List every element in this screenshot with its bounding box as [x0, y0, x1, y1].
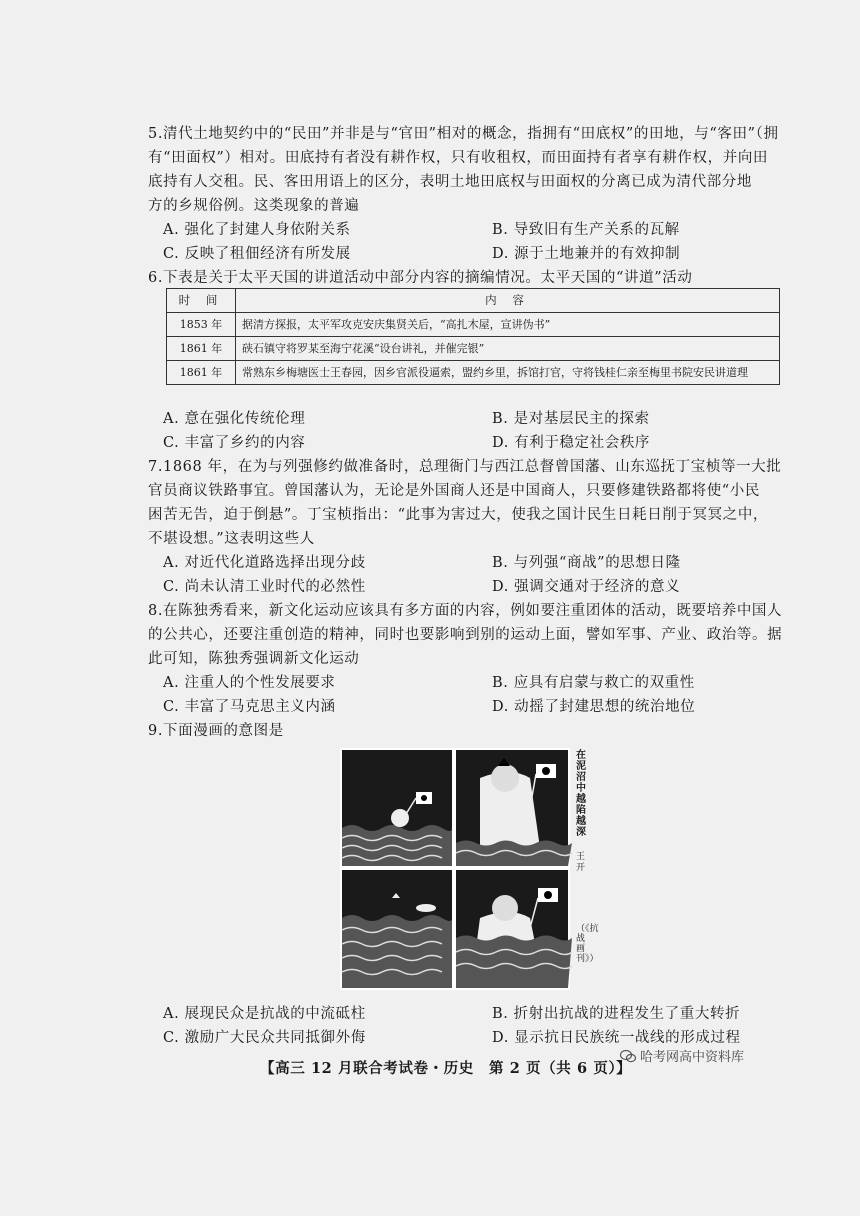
q8-option-d[interactable]: D. 动摇了封建思想的统治地位	[492, 699, 696, 715]
q7-line: 困苦无告，迫于倒悬”。丁宝桢指出：“此事为害过大，使我之国计民生日耗日削于冥冥之中，	[148, 507, 769, 523]
q5-line: 5.清代土地契约中的“民田”并非是与“官田”相对的概念，指拥有“田底权”的田地，与“客田”（拥	[148, 126, 779, 142]
q6-option-d[interactable]: D. 有利于稳定社会秩序	[492, 435, 651, 451]
q6-option-a[interactable]: A. 意在强化传统伦理	[163, 411, 306, 427]
watermark-text: 哈考网高中资料库	[640, 1050, 745, 1065]
q7-option-a[interactable]: A. 对近代化道路选择出现分歧	[163, 555, 366, 571]
table-header-row	[167, 289, 780, 313]
q6-option-b[interactable]: B. 是对基层民主的探索	[492, 411, 650, 427]
cartoon-panel-3	[342, 870, 452, 988]
table-row	[167, 337, 780, 361]
q9-option-d[interactable]: D. 显示抗日民族统一战线的形成过程	[492, 1030, 741, 1046]
q7-option-d[interactable]: D. 强调交通对于经济的意义	[492, 579, 681, 595]
q7-line: 7.1868 年，在为与列强修约做准备时，总理衙门与西江总督曾国藩、山东巡抚丁宝桢等一大批	[148, 459, 782, 475]
table-cell-content: 硖石镇守将罗某至海宁花溪“设台讲礼，并催完银”	[236, 337, 780, 361]
table-header-cell: 内 容	[236, 289, 780, 313]
table-cell-year: 1861 年	[167, 361, 236, 385]
q5-option-a[interactable]: A. 强化了封建人身依附关系	[163, 222, 351, 238]
table-cell-year: 1861 年	[167, 337, 236, 361]
page-footer: 【高三 12 月联合考试卷・历史 第 2 页（共 6 页）】	[260, 1060, 632, 1077]
q8-option-a[interactable]: A. 注重人的个性发展要求	[163, 675, 336, 691]
q9-option-b[interactable]: B. 折射出抗战的进程发生了重大转折	[492, 1006, 741, 1022]
cartoon-title: 在泥沼中越陷越深	[576, 750, 586, 838]
q6-table	[166, 288, 780, 385]
question-9-stem: 9.下面漫画的意图是	[148, 723, 284, 739]
q8-line: 此可知，陈独秀强调新文化运动	[148, 651, 360, 667]
q5-line: 底持有人交租。民、客田用语上的区分，表明土地田底权与田面权的分离已成为清代部分地	[148, 174, 752, 190]
cartoon-source: （《抗战画刊》）	[576, 924, 599, 964]
q9-option-c[interactable]: C. 激励广大民众共同抵御外侮	[163, 1030, 366, 1046]
cartoon-illustration	[340, 748, 600, 990]
table-row	[167, 361, 780, 385]
cartoon-figure	[340, 748, 600, 990]
q5-line: 方的乡规俗例。这类现象的普遍	[148, 198, 360, 214]
table-cell-year: 1853 年	[167, 313, 236, 337]
cartoon-panel-1	[342, 750, 452, 866]
q8-line: 8.在陈独秀看来，新文化运动应该具有多方面的内容，例如要注重团体的活动，既要培养中国人	[148, 603, 783, 619]
q5-option-d[interactable]: D. 源于土地兼并的有效抑制	[492, 246, 681, 262]
question-5-stem	[148, 122, 788, 218]
q6-option-c[interactable]: C. 丰富了乡约的内容	[163, 435, 306, 451]
q5-option-c[interactable]: C. 反映了租佃经济有所发展	[163, 246, 351, 262]
q8-line: 的公共心，还要注重创造的精神，同时也要影响到别的运动上面，譬如军事、产业、政治等。据	[148, 627, 783, 643]
table-cell-content: 据清方探报，太平军攻克安庆集贤关后，“高扎木屋，宣讲伪书”	[236, 313, 780, 337]
q7-line: 不堪设想。”这表明这些人	[148, 531, 315, 547]
question-7-stem	[148, 455, 788, 551]
cartoon-panel-2	[456, 750, 572, 866]
question-8-stem	[148, 599, 788, 671]
cartoon-author: 王开	[576, 852, 586, 873]
q5-option-b[interactable]: B. 导致旧有生产关系的瓦解	[492, 222, 680, 238]
table-cell-content: 常熟东乡梅塘医士王春园，因乡官派役逼索，盟约乡里，拆馆打官，守将钱桂仁亲至梅里书院安民讲道理	[236, 361, 780, 385]
q5-line: 有“田面权”）相对。田底持有者没有耕作权，只有收租权，而田面持有者享有耕作权，并向田	[148, 150, 769, 166]
q8-option-c[interactable]: C. 丰富了马克思主义内涵	[163, 699, 336, 715]
table-header-cell: 时 间	[167, 289, 236, 313]
table-row	[167, 313, 780, 337]
cartoon-panel-4	[456, 870, 572, 988]
q7-line: 官员商议铁路事宜。曾国藩认为，无论是外国商人还是中国商人，只要修建铁路都将使“小民	[148, 483, 761, 499]
watermark	[620, 1046, 744, 1065]
q8-option-b[interactable]: B. 应具有启蒙与救亡的双重性	[492, 675, 695, 691]
question-6-stem: 6.下表是关于太平天国的讲道活动中部分内容的摘编情况。太平天国的“讲道”活动	[148, 270, 693, 286]
q9-option-a[interactable]: A. 展现民众是抗战的中流砥柱	[163, 1006, 366, 1022]
q7-option-b[interactable]: B. 与列强“商战”的思想日隆	[492, 555, 681, 571]
q7-option-c[interactable]: C. 尚未认清工业时代的必然性	[163, 579, 366, 595]
